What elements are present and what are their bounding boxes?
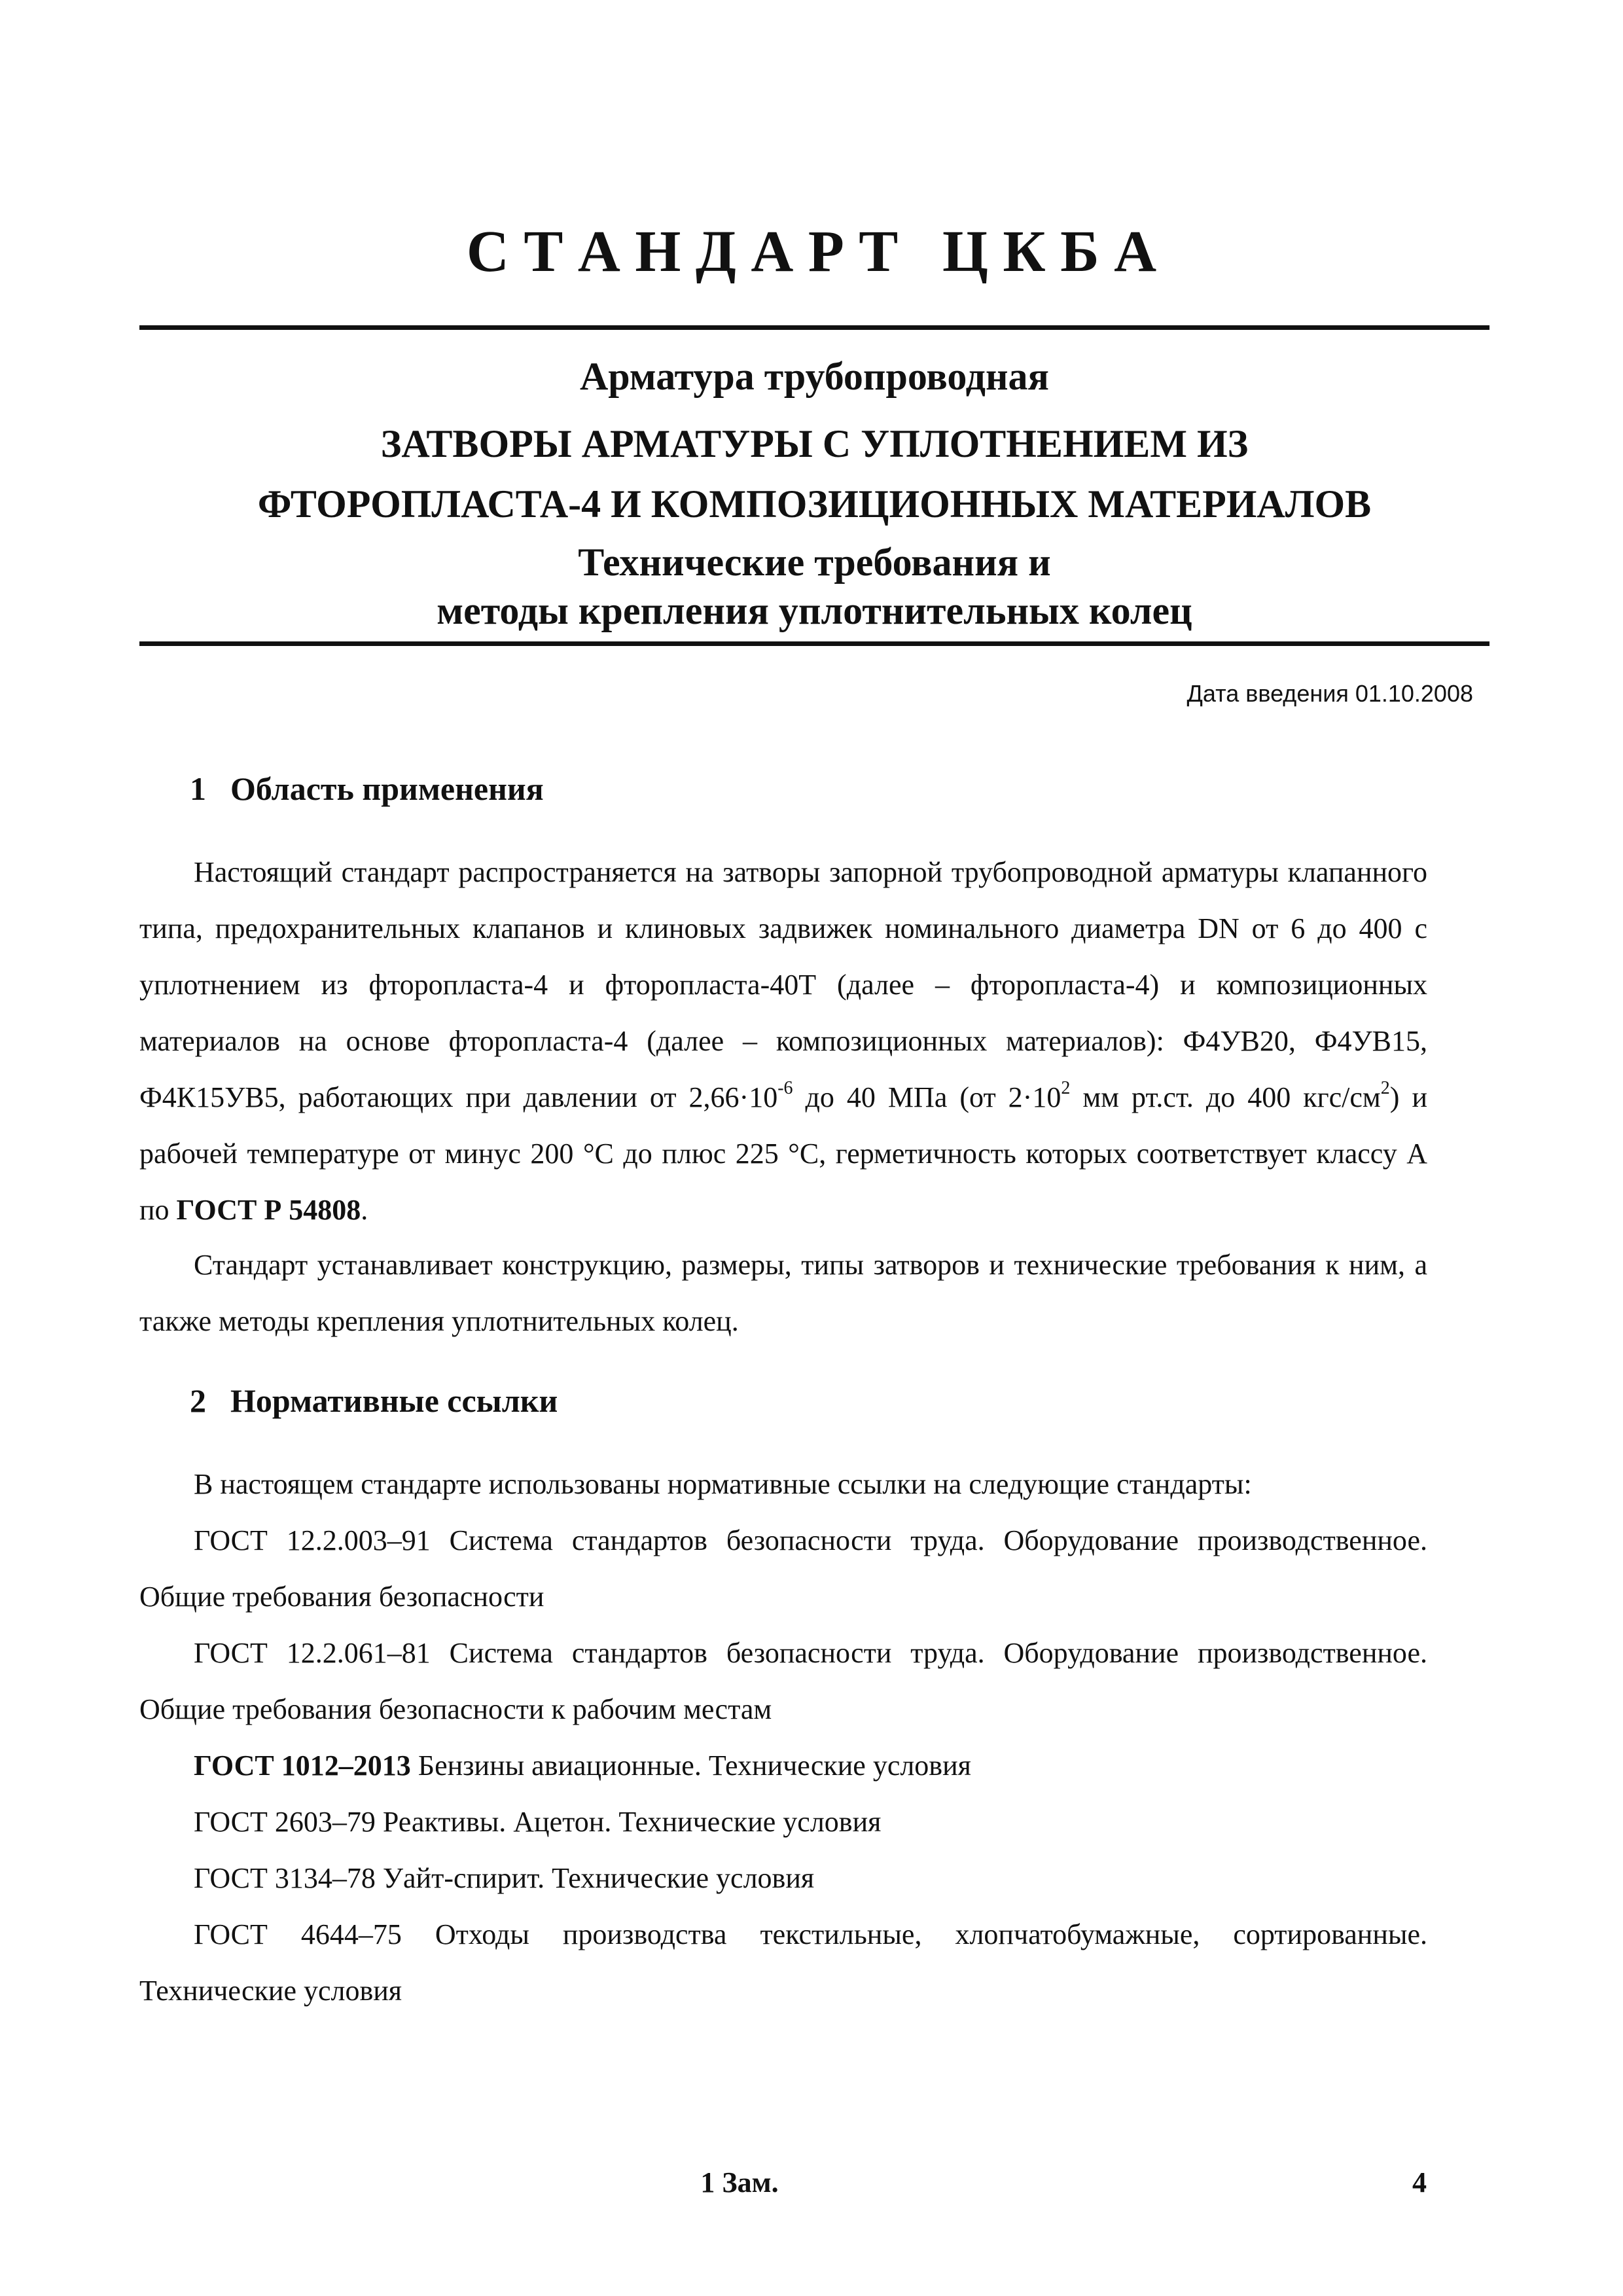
title-block xyxy=(139,347,1489,635)
page-number: 4 xyxy=(1412,2166,1427,2198)
section-2-intro: В настоящем стандарте использованы нормативные ссылки на следующие стандарты: xyxy=(194,1468,1252,1500)
main-title-line-2: ФТОРОПЛАСТА-4 И КОМПОЗИЦИОННЫХ МАТЕРИАЛОВ xyxy=(257,482,1372,526)
change-note: 1 Зам. xyxy=(700,2166,779,2198)
section-2-title: Нормативные ссылки xyxy=(230,1382,558,1419)
section-1-heading xyxy=(190,766,544,812)
main-title-line-1: ЗАТВОРЫ АРМАТУРЫ С УПЛОТНЕНИЕМ ИЗ xyxy=(380,422,1249,465)
p1-text-e: . xyxy=(361,1194,368,1226)
header-rule-top xyxy=(139,325,1489,330)
p1-text-a: Настоящий стандарт распространяется на затворы запорной трубопроводной арматуры клапанного типа, предохранительных клапанов и клиновых задвижек номинального диаметра DN от 6 до 400 с уплотнением из фторопласта-4 и фторопласта-40Т (далее – фторопласта-4) и композиционных материалов на основе фторопласта-4 (далее – композиционных материалов): Ф4УВ20, Ф4УВ15, Ф4К15УВ5, работающих при давлении от 2,66·10 xyxy=(139,856,1427,1113)
reference-item xyxy=(139,1738,1427,1794)
reference-gost-bold: ГОСТ 1012–2013 xyxy=(194,1749,411,1782)
p1-exponent-1: -6 xyxy=(777,1078,793,1098)
reference-item: ГОСТ 12.2.003–91 Система стандартов безопасности труда. Оборудование производственное. Общие требования безопасности xyxy=(139,1524,1427,1613)
section-2-heading xyxy=(190,1378,558,1424)
reference-item: ГОСТ 3134–78 Уайт-спирит. Технические условия xyxy=(194,1862,815,1894)
introduction-date: Дата введения 01.10.2008 xyxy=(1186,680,1473,707)
section-1-number: 1 xyxy=(190,770,206,807)
p1-text-b: до 40 МПа (от 2·10 xyxy=(793,1081,1061,1113)
reference-item: ГОСТ 4644–75 Отходы производства текстильные, хлопчатобумажные, сортированные. Технические условия xyxy=(139,1918,1427,2007)
reference-item: ГОСТ 12.2.061–81 Система стандартов безопасности труда. Оборудование производственное. Общие требования безопасности к рабочим местам xyxy=(139,1637,1427,1725)
p1-exponent-2: 2 xyxy=(1061,1078,1071,1098)
sub-title-line-2: методы крепления уплотнительных колец xyxy=(437,589,1192,632)
p1-gost-reference: ГОСТ Р 54808 xyxy=(176,1194,361,1226)
reference-rest: Бензины авиационные. Технические условия xyxy=(410,1749,971,1782)
section-2-number: 2 xyxy=(190,1382,206,1419)
p1-text-d: ) и рабочей температуре от минус 200 °С до плюс 225 °С, герметичность которых соответствует классу А по xyxy=(139,1081,1427,1226)
section-1-title: Область применения xyxy=(230,770,544,807)
p1-exponent-3: 2 xyxy=(1380,1078,1390,1098)
header-rule-bottom xyxy=(139,641,1489,646)
pre-title: Арматура трубопроводная xyxy=(579,355,1050,398)
standard-header: С Т А Н Д А Р Т Ц К Б А xyxy=(466,219,1157,284)
p1-text-c: мм рт.ст. до 400 кгс/см xyxy=(1070,1081,1381,1113)
section-1-paragraph-2: Стандарт устанавливает конструкцию, размеры, типы затворов и технические требования к ним, а также методы крепления уплотнительных колец. xyxy=(139,1249,1427,1337)
sub-title-line-1: Технические требования и xyxy=(578,541,1051,584)
section-1-paragraph-1 xyxy=(139,844,1427,1238)
reference-item: ГОСТ 2603–79 Реактивы. Ацетон. Технические условия xyxy=(194,1806,882,1838)
